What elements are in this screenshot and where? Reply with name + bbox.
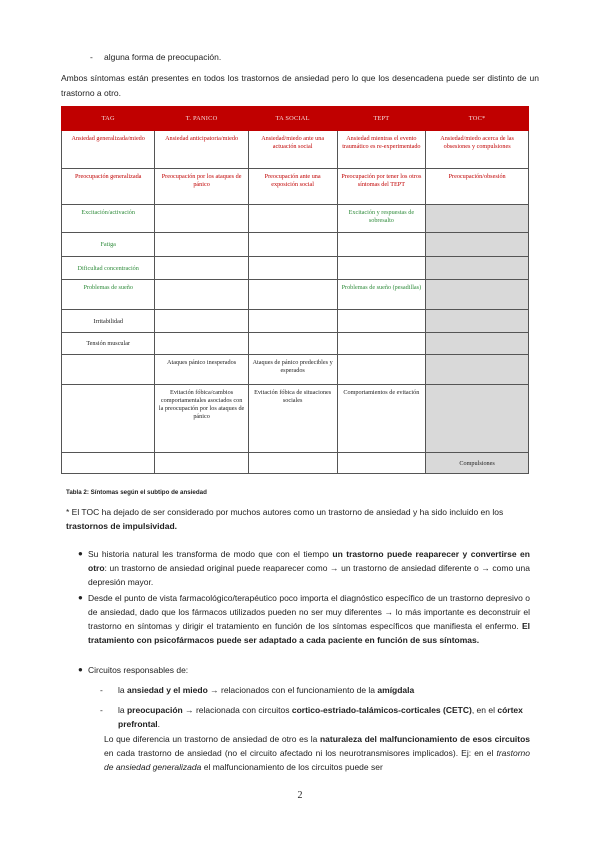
bullet-dot-icon: ● bbox=[78, 549, 83, 558]
table-cell bbox=[337, 333, 426, 355]
note-bold: trastornos de impulsividad. bbox=[66, 521, 177, 531]
table-cell: Preocupación ante una exposición social bbox=[248, 169, 337, 205]
table-cell bbox=[248, 333, 337, 355]
table-cell: Ansiedad mientras el evento traumático es re-experimentado bbox=[337, 131, 426, 169]
dash-marker: - bbox=[90, 52, 93, 62]
table-row bbox=[62, 453, 529, 474]
symptoms-table bbox=[61, 106, 529, 474]
table-cell bbox=[155, 310, 248, 333]
table-cell: Ansiedad/miedo acerca de las obsesiones y compulsiones bbox=[426, 131, 529, 169]
tail-italic: trastorno de ansiedad generalizada bbox=[104, 748, 530, 772]
dash-item-text: alguna forma de preocupación. bbox=[104, 52, 222, 62]
table-cell bbox=[155, 257, 248, 280]
table-cell bbox=[155, 205, 248, 233]
bullet-text: Desde el punto de vista farmacológico/terapéutico poco importa el diagnóstico específico de un trastorno depresivo o de ansiedad, dado que los fármacos utilizados pueden no ser muy diferentes → lo más importante es deconstruir el trastorno en síntomas y dirigir el tratamiento en función de los síntomas específicos que manifiesta el enfermo. bbox=[88, 593, 530, 631]
bullet-item-circuits bbox=[78, 663, 530, 677]
table-row bbox=[62, 280, 529, 310]
bullet-dot-icon: ● bbox=[78, 665, 83, 674]
sub-text: la bbox=[118, 705, 127, 715]
table-row bbox=[62, 233, 529, 257]
bullet-bold: un trastorno puede reaparecer y convertirse en otro bbox=[88, 549, 530, 573]
sub-bold: córtex prefrontal bbox=[118, 705, 523, 729]
table-cell: Ansiedad/miedo ante una actuación social bbox=[248, 131, 337, 169]
bullet-text: Circuitos responsables de: bbox=[88, 665, 189, 675]
table-cell bbox=[62, 453, 155, 474]
header-tag: TAG bbox=[62, 107, 155, 131]
intro-paragraph: Ambos síntomas están presentes en todos los trastornos de ansiedad pero lo que los desencadena puede ser distinto de un trastorno a otro. bbox=[61, 73, 539, 98]
table-cell: Preocupación/obsesión bbox=[426, 169, 529, 205]
sub-text: . bbox=[157, 719, 161, 729]
table-cell: Compulsiones bbox=[426, 453, 529, 474]
table-row bbox=[62, 257, 529, 280]
table-row bbox=[62, 169, 529, 205]
header-social: TA SOCIAL bbox=[248, 107, 337, 131]
bullet-text: : un trastorno de ansiedad original puede reaparecer como → un trastorno de ansiedad diferente o → como una depresión mayor. bbox=[88, 563, 530, 587]
dash-marker: - bbox=[100, 685, 103, 695]
table-cell: Tensión muscular bbox=[62, 333, 155, 355]
table-cell bbox=[155, 233, 248, 257]
bullet-dot-icon: ● bbox=[78, 593, 83, 602]
page-number: 2 bbox=[297, 790, 303, 801]
table-cell bbox=[155, 333, 248, 355]
table-cell: Evitación fóbica de situaciones sociales bbox=[248, 385, 337, 453]
bullet-bold: El tratamiento con psicofármacos puede ser adaptado a cada paciente en función de sus síntomas. bbox=[88, 621, 530, 645]
table-row bbox=[62, 131, 529, 169]
table-cell bbox=[248, 205, 337, 233]
table-row bbox=[62, 385, 529, 453]
table-cell: Irritabilidad bbox=[62, 310, 155, 333]
subitem-worry bbox=[100, 703, 530, 731]
table-cell bbox=[248, 310, 337, 333]
table-cell bbox=[337, 310, 426, 333]
table-cell bbox=[426, 333, 529, 355]
tail-text: Lo que diferencia un trastorno de ansiedad de otro es la bbox=[104, 734, 320, 744]
table-cell: Fatiga bbox=[62, 233, 155, 257]
tail-bold: naturaleza del malfuncionamiento de esos circuitos bbox=[319, 734, 530, 744]
table-cell bbox=[426, 310, 529, 333]
table-row bbox=[62, 310, 529, 333]
table-cell bbox=[248, 453, 337, 474]
sub-bold: preocupación bbox=[126, 705, 183, 715]
table-cell: Excitación/activación bbox=[62, 205, 155, 233]
table-cell: Excitación y respuestas de sobresalto bbox=[337, 205, 426, 233]
header-tept: TEPT bbox=[337, 107, 426, 131]
table-caption: Tabla 2: Síntomas según el subtipo de ansiedad bbox=[66, 489, 207, 496]
table-cell: Ataques de pánico predecibles y esperados bbox=[248, 355, 337, 385]
table-cell bbox=[155, 280, 248, 310]
table-cell bbox=[248, 280, 337, 310]
sub-text: → relacionados con el funcionamiento de la bbox=[207, 685, 378, 695]
table-cell: Preocupación generalizada bbox=[62, 169, 155, 205]
table-cell bbox=[337, 233, 426, 257]
circuits-paragraph bbox=[104, 732, 530, 774]
table-cell bbox=[337, 355, 426, 385]
note-text: * El TOC ha dejado de ser considerado por muchos autores como un trastorno de ansiedad y ha sido incluido en los bbox=[66, 507, 504, 517]
table-cell: Ansiedad generalizada/miedo bbox=[62, 131, 155, 169]
table-cell bbox=[62, 385, 155, 453]
table-cell bbox=[62, 355, 155, 385]
table-header-row bbox=[62, 107, 529, 131]
table-cell: Problemas de sueño (pesadillas) bbox=[337, 280, 426, 310]
header-toc: TOC* bbox=[426, 107, 529, 131]
sub-bold: amígdala bbox=[377, 685, 415, 695]
table-cell: Preocupación por los ataques de pánico bbox=[155, 169, 248, 205]
sub-bold: cortico-estriado-talámicos-corticales (CETC) bbox=[291, 705, 472, 715]
table-cell bbox=[426, 257, 529, 280]
dash-marker: - bbox=[100, 705, 103, 715]
table-cell: Ansiedad anticipatoria/miedo bbox=[155, 131, 248, 169]
table-row bbox=[62, 205, 529, 233]
sub-bold: ansiedad y el miedo bbox=[126, 685, 208, 695]
sub-text: la bbox=[118, 685, 127, 695]
table-cell bbox=[337, 257, 426, 280]
table-cell bbox=[426, 280, 529, 310]
sub-text: → relacionada con circuitos bbox=[182, 705, 292, 715]
tail-text: en cada trastorno de ansiedad (no el circuito afectado ni los neurotransmisores implicados). Ej: en el bbox=[104, 748, 497, 758]
table-row bbox=[62, 355, 529, 385]
table-cell bbox=[426, 233, 529, 257]
bullet-item-history bbox=[78, 547, 530, 589]
toc-footnote bbox=[66, 505, 532, 533]
dash-list-item bbox=[90, 52, 221, 62]
table-cell bbox=[426, 385, 529, 453]
subitem-anxiety bbox=[100, 683, 530, 697]
table-cell bbox=[248, 233, 337, 257]
bullet-text: Su historia natural les transforma de modo que con el tiempo bbox=[88, 549, 333, 559]
table-cell bbox=[248, 257, 337, 280]
table-cell bbox=[337, 453, 426, 474]
tail-text: el malfuncionamiento de los circuitos puede ser bbox=[201, 762, 383, 772]
table-cell: Dificultad concentración bbox=[62, 257, 155, 280]
sub-text: , en el bbox=[471, 705, 498, 715]
table-cell bbox=[155, 453, 248, 474]
table-cell bbox=[426, 355, 529, 385]
bullet-item-pharmacology bbox=[78, 591, 530, 647]
table-cell: Evitación fóbica/cambios comportamentales asociados con la preocupación por los ataques de pánico bbox=[155, 385, 248, 453]
table-row bbox=[62, 333, 529, 355]
table-cell bbox=[426, 205, 529, 233]
header-panico: T. PANICO bbox=[155, 107, 248, 131]
table-cell: Problemas de sueño bbox=[62, 280, 155, 310]
table-cell: Ataques pánico inesperados bbox=[155, 355, 248, 385]
table-cell: Preocupación por tener los otros síntomas del TEPT bbox=[337, 169, 426, 205]
table-cell: Comportamientos de evitación bbox=[337, 385, 426, 453]
